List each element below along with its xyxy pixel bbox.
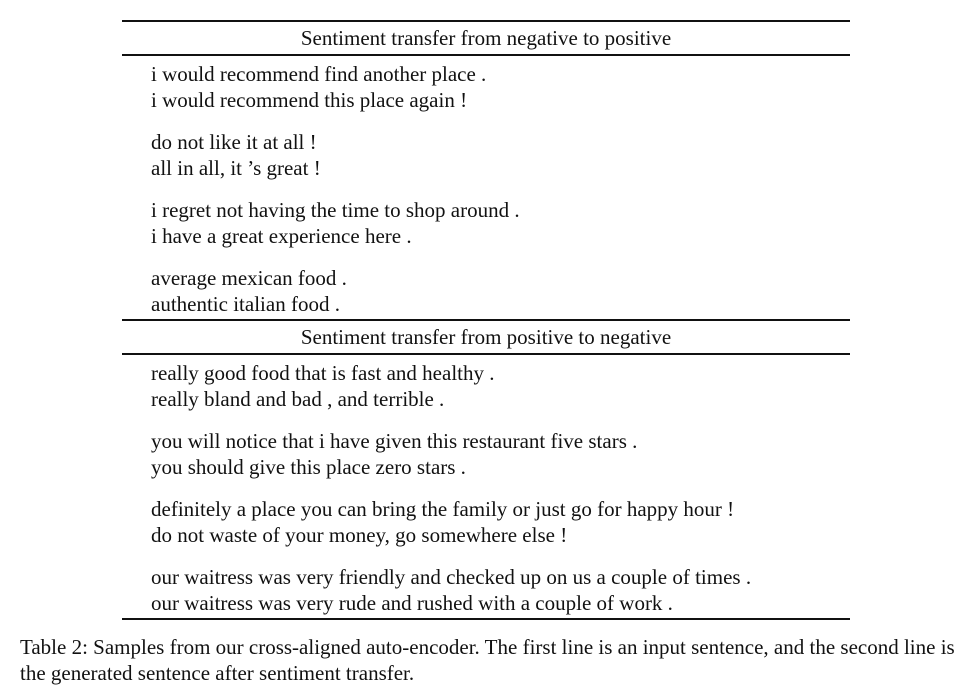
input-sentence: average mexican food .	[151, 266, 347, 290]
input-sentence: really good food that is fast and healthy .	[151, 361, 495, 385]
results-table	[122, 20, 850, 620]
input-sentence: i would recommend find another place .	[151, 62, 487, 86]
output-sentence: do not waste of your money, go somewhere else !	[151, 523, 568, 547]
sample-pair	[151, 428, 850, 480]
output-sentence: you should give this place zero stars .	[151, 455, 466, 479]
input-sentence: i regret not having the time to shop around .	[151, 198, 520, 222]
output-sentence: our waitress was very rude and rushed with a couple of work .	[151, 591, 673, 615]
section-neg-to-pos	[122, 22, 850, 319]
section-body-neg-to-pos	[122, 56, 850, 319]
section-header-neg-to-pos: Sentiment transfer from negative to positive	[300, 26, 672, 50]
table-caption: Table 2: Samples from our cross-aligned auto-encoder. The first line is an input sentence, and the second line is the generated sentence after sentiment transfer.	[20, 635, 955, 685]
input-sentence: definitely a place you can bring the family or just go for happy hour !	[151, 497, 735, 521]
output-sentence: i would recommend this place again !	[151, 88, 468, 112]
section-pos-to-neg	[122, 321, 850, 618]
input-sentence: do not like it at all !	[151, 130, 317, 154]
output-sentence: really bland and bad , and terrible .	[151, 387, 445, 411]
section-body-pos-to-neg	[122, 355, 850, 618]
input-sentence: you will notice that i have given this restaurant five stars .	[151, 429, 638, 453]
sample-pair	[151, 564, 850, 616]
section-header-pos-to-neg: Sentiment transfer from positive to negative	[300, 325, 672, 349]
bottom-rule	[122, 618, 850, 620]
sample-pair	[151, 129, 850, 181]
output-sentence: i have a great experience here .	[151, 224, 412, 248]
output-sentence: all in all, it ’s great !	[151, 156, 321, 180]
sample-pair	[151, 197, 850, 249]
sample-pair	[151, 265, 850, 317]
sample-pair	[151, 360, 850, 412]
sample-pair	[151, 61, 850, 113]
output-sentence: authentic italian food .	[151, 292, 340, 316]
input-sentence: our waitress was very friendly and checked up on us a couple of times .	[151, 565, 752, 589]
sample-pair	[151, 496, 850, 548]
